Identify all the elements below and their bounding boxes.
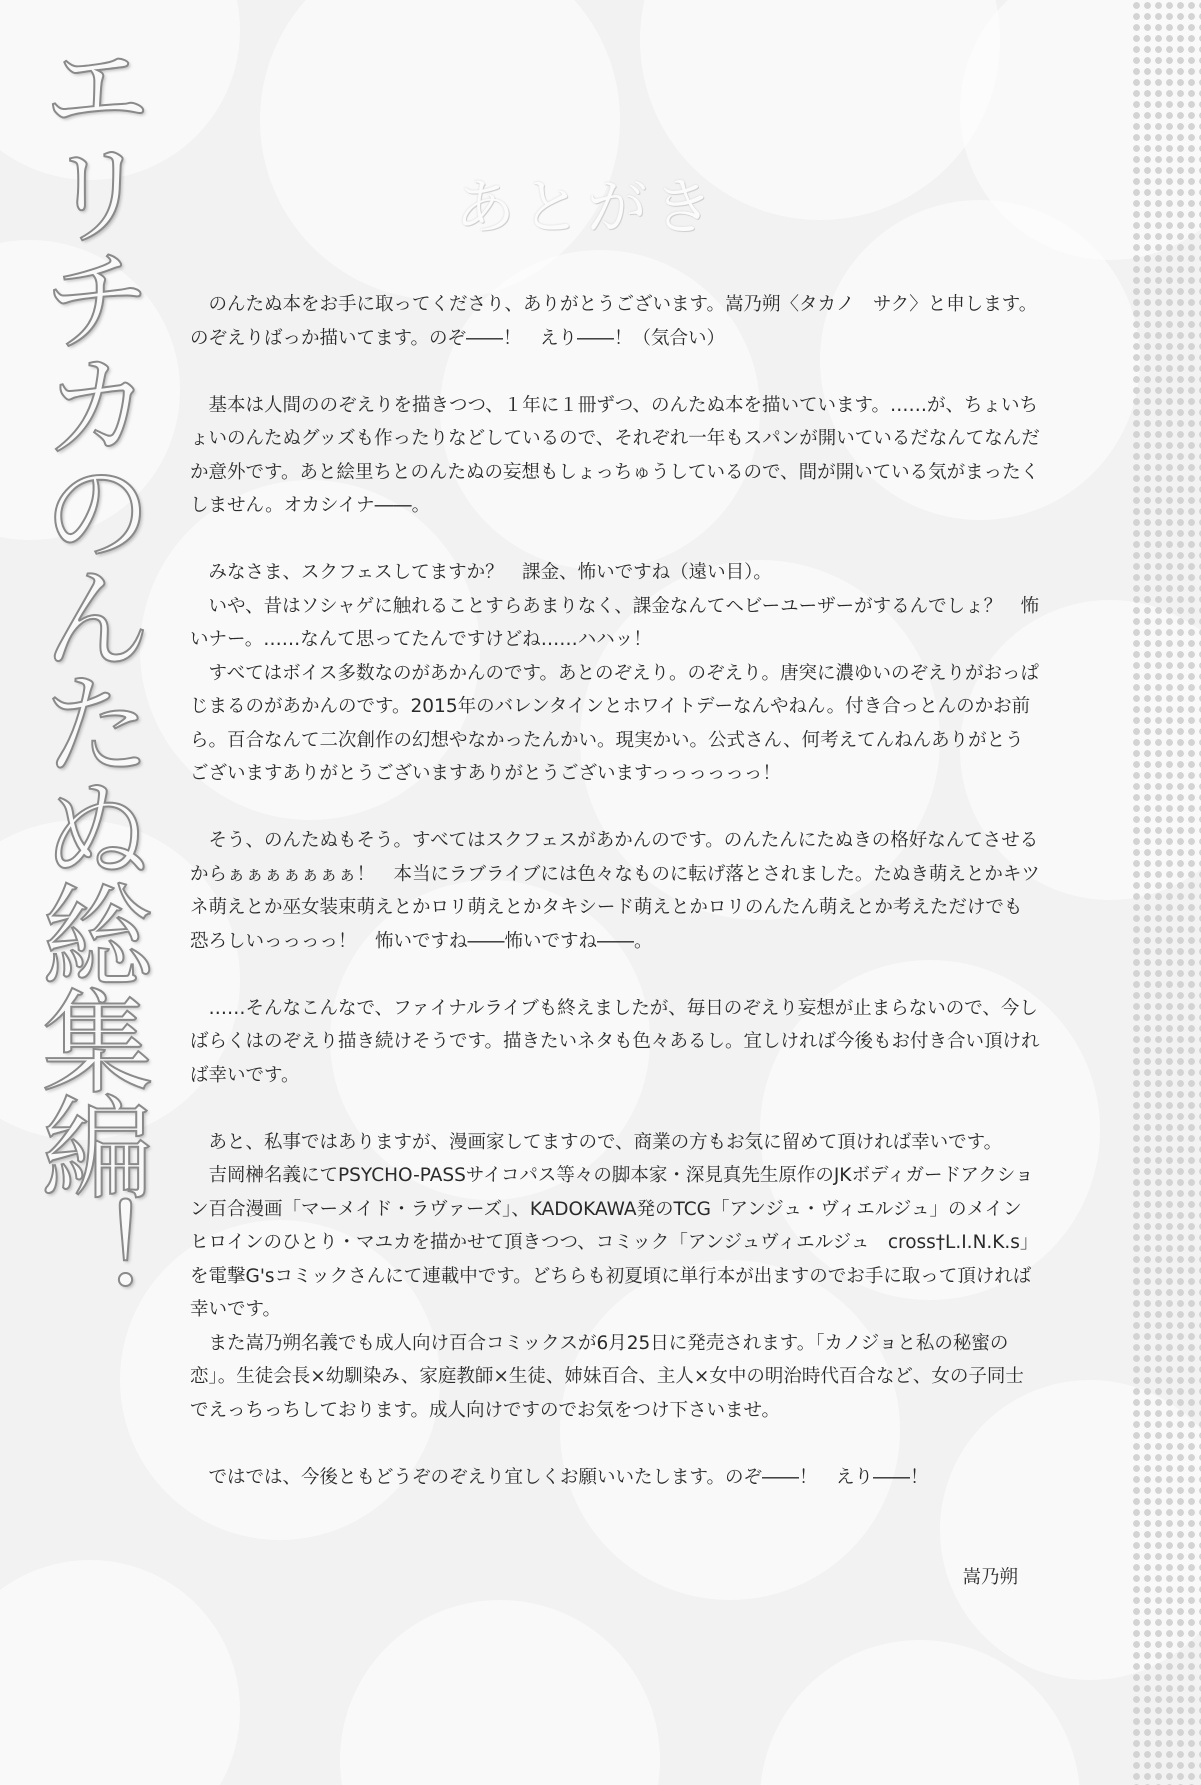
paragraph: あと、私事ではありますが、漫画家してますので、商業の方もお気に留めて頂ければ幸いです。 bbox=[208, 1131, 1003, 1153]
bg-circle bbox=[340, 1600, 660, 1785]
afterword-heading: あとがき bbox=[455, 173, 719, 243]
afterword-body bbox=[190, 288, 1040, 1494]
paragraph: 吉岡榊名義にてPSYCHO-PASSサイコパス等々の脚本家・深見真先生原作のJKボディガードアクション百合漫画「マーメイド・ラヴァーズ」、KADOKAWA発のTCG「アンジュ・ヴィエルジュ」のメインヒロインのひとり・マユカを描かせて頂きつつ、コミック「アンジュヴィエルジュ cross†L.I.N.K.s」を電撃G'sコミックさんにて連載中です。どちらも初夏頃に単行本が出ますのでお手に取って頂ければ幸いです。 bbox=[190, 1165, 1039, 1320]
paragraph: いや、昔はソシャゲに触れることすらあまりなく、課金なんてヘビーユーザーがするんでしょ？ 怖いナー。……なんて思ってたんですけどね……ハハッ！ bbox=[190, 595, 1040, 650]
paragraph: 基本は人間ののぞえりを描きつつ、１年に１冊ずつ、のんたぬ本を描いています。……が、ちょいちょいのんたぬグッズも作ったりなどしているので、それぞれ一年もスパンが開いているだなんてなんだか意外です。あと絵里ちとのんたぬの妄想もしょっちゅうしているので、間が開いている気がまったくしません。オカシイナ――。 bbox=[190, 394, 1040, 516]
paragraph-gap bbox=[190, 355, 1040, 389]
author-signature: 嵩乃朔 bbox=[962, 1567, 1018, 1588]
paragraph: また嵩乃朔名義でも成人向け百合コミックスが6月25日に発売されます。「カノジョと私の秘蜜の恋」。生徒会長×幼馴染み、家庭教師×生徒、姉妹百合、主人×女中の明治時代百合など、女の子同士でえっちっちしております。成人向けですのでお気をつけ下さいませ。 bbox=[190, 1332, 1024, 1421]
paragraph-gap bbox=[190, 1427, 1040, 1461]
bg-circle bbox=[0, 1560, 240, 1785]
paragraph: すべてはボイス多数なのがあかんのです。あとのぞえり。のぞえり。唐突に濃ゆいのぞえりがおっぱじまるのがあかんのです。2015年のバレンタインとホワイトデーなんやねん。付き合っとんのかお前ら。百合なんて二次創作の幻想やなかったんかい。現実かい。公式さん、何考えてんねんありがとうございますありがとうございますありがとうございますっっっっっっ！ bbox=[190, 662, 1039, 784]
paragraph-gap bbox=[190, 1092, 1040, 1126]
vertical-title: エリチカのんたぬ総集編！ bbox=[23, 30, 153, 1302]
paragraph: みなさま、スクフェスしてますか？ 課金、怖いですね（遠い目）。 bbox=[208, 562, 772, 583]
paragraph: のんたぬ本をお手に取ってくださり、ありがとうございます。嵩乃朔〈タカノ サク〉と申します。のぞえりばっか描いてます。のぞ――！ えり――！（気合い） bbox=[190, 294, 1038, 349]
paragraph-gap bbox=[190, 958, 1040, 992]
paragraph-gap bbox=[190, 791, 1040, 825]
halftone-strip bbox=[1131, 0, 1201, 1785]
paragraph-gap bbox=[190, 523, 1040, 557]
paragraph: そう、のんたぬもそう。すべてはスクフェスがあかんのです。のんたんにたぬきの格好なんてさせるからぁぁぁぁぁぁぁ！ 本当にラブライブには色々なものに転げ落とされました。たぬき萌えとかキツネ萌えとか巫女装束萌えとかロリ萌えとかタキシード萌えとかロリのんたん萌えとか考えただけでも恐ろしいっっっっ！ 怖いですね――怖いですね――。 bbox=[190, 830, 1040, 952]
paragraph: ではでは、今後ともどうぞのぞえり宜しくお願いいたします。のぞ――！ えり――！ bbox=[208, 1466, 929, 1488]
paragraph: ……そんなこんなで、ファイナルライブも終えましたが、毎日のぞえり妄想が止まらないので、今しばらくはのぞえり描き続けそうです。描きたいネタも色々あるし。宜しければ今後もお付き合い頂ければ幸いです。 bbox=[190, 997, 1040, 1086]
